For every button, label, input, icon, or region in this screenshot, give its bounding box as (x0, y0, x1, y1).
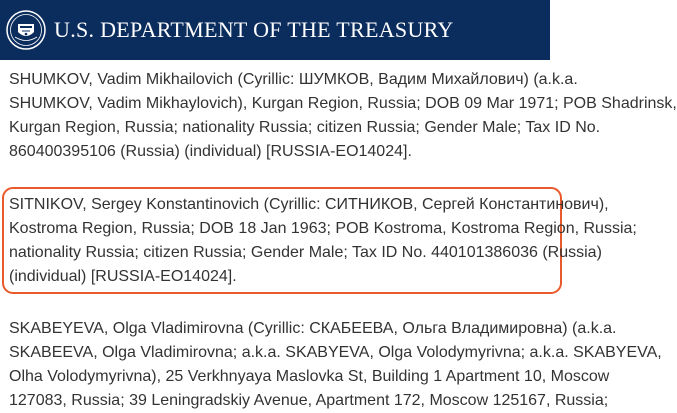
entry-line: 127083, Russia; 39 Leningradskiy Avenue, Apartment 172, Moscow 125167, Russia; (9, 392, 609, 409)
entry-line: Kostroma Region, Russia; DOB 18 Jan 1963; POB Kostroma, Kostroma Region, Russia; (9, 220, 637, 237)
sdn-entry-skabeyeva (0, 317, 662, 413)
entry-line: Olha Volodymyrivna), 25 Verkhnyaya Maslovka St, Building 1 Apartment 10, Moscow (9, 368, 610, 385)
entry-line: 860400395106 (Russia) (individual) [RUSSIA-EO14024]. (9, 143, 412, 160)
entry-line: SHUMKOV, Vadim Mikhaylovich), Kurgan Region, Russia; DOB 09 Mar 1971; POB Shadrinsk, (9, 95, 677, 112)
entry-line: SKABEEVA, Olga Vladimirovna; a.k.a. SKABYEVA, Olga Volodymyrivna; a.k.a. SKABYEVA, (9, 344, 662, 361)
entry-line: (individual) [RUSSIA-EO14024]. (9, 268, 237, 285)
sdn-entry-shumkov (0, 68, 677, 164)
sdn-list-content (0, 60, 677, 412)
entry-line: SHUMKOV, Vadim Mikhailovich (Cyrillic: ШУМКОВ, Вадим Михайлович) (a.k.a. (9, 71, 578, 88)
site-header (0, 0, 550, 60)
site-title[interactable]: U.S. DEPARTMENT OF THE TREASURY (54, 17, 454, 42)
treasury-seal-icon[interactable] (6, 10, 46, 50)
entry-line: nationality Russia; citizen Russia; Gender Male; Tax ID No. 440101386036 (Russia) (9, 244, 602, 261)
entry-line: Kurgan Region, Russia; nationality Russia; citizen Russia; Gender Male; Tax ID No. (9, 119, 601, 136)
entry-line: SITNIKOV, Sergey Konstantinovich (Cyrillic: СИТНИКОВ, Сергей Константинович), (9, 196, 609, 213)
sdn-entry-sitnikov (0, 193, 637, 289)
entry-line: SKABEYEVA, Olga Vladimirovna (Cyrillic: СКАБЕЕВА, Ольга Владимировна) (a.k.a. (9, 320, 617, 337)
